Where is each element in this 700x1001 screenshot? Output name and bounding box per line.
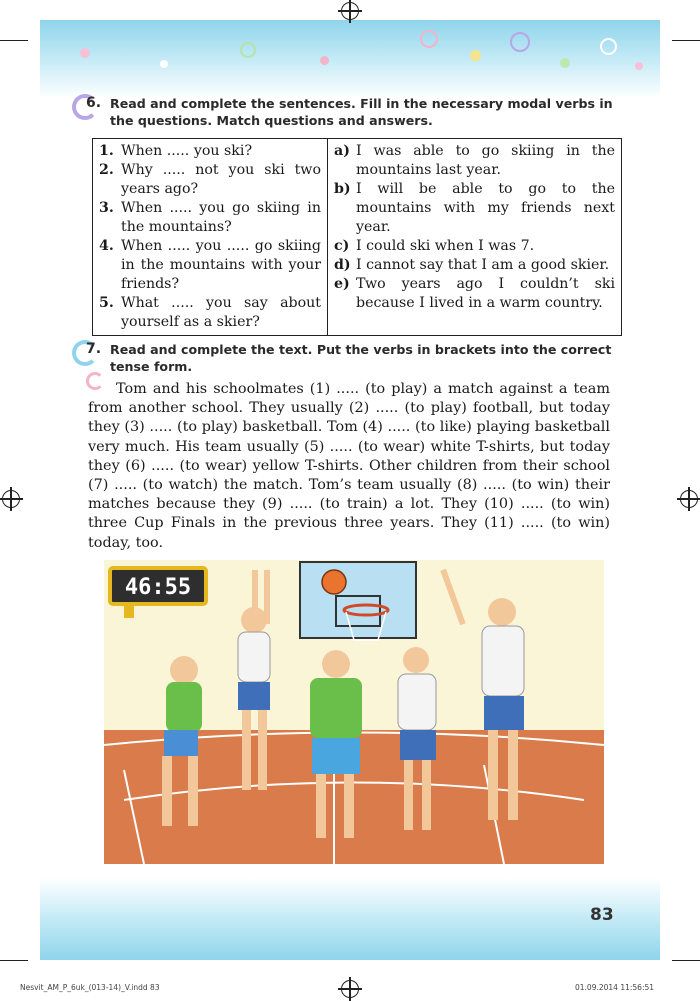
registration-mark-icon [341, 2, 359, 20]
decor-dot [635, 62, 643, 70]
decor-dot [600, 38, 617, 55]
crop-mark [672, 960, 700, 961]
crop-mark [0, 40, 28, 41]
question-item: 4. When ..... you ..... go skiing in the mountains with your friends? [99, 238, 321, 292]
answer-item: b) I will be able to go to the mountains with my friends next year. [334, 181, 615, 235]
exercise-6-instruction: Read and complete the sentences. Fill in the necessary modal verbs in the questions. Match questions and answers. [110, 96, 613, 128]
basketball-illustration [104, 560, 604, 864]
crop-mark [0, 960, 28, 961]
print-date-label: 01.09.2014 11:56:51 [575, 983, 655, 992]
basketball [322, 570, 346, 594]
exercise-6-number: 6. [86, 95, 102, 111]
questions-column [93, 139, 328, 336]
registration-mark-icon [341, 980, 359, 998]
exercise-7-instruction: Read and complete the text. Put the verbs in brackets into the correct tense form. [110, 342, 612, 374]
question-item: 1. When ..... you ski? [99, 143, 253, 159]
registration-mark-icon [680, 490, 698, 508]
answer-item: d) I cannot say that I am a good skier. [334, 257, 610, 273]
decor-dot [80, 48, 90, 58]
page-number: 83 [590, 905, 614, 925]
decor-dot [560, 58, 570, 68]
header-decoration [40, 20, 660, 98]
decor-dot [160, 60, 168, 68]
answers-column [328, 139, 622, 336]
crop-mark [672, 40, 700, 41]
scoreboard-leg [124, 604, 134, 618]
decor-dot [470, 50, 481, 61]
decor-dot [510, 32, 530, 52]
decor-dot [320, 56, 329, 65]
exercise-7-text: Tom and his schoolmates (1) ..... (to play) a match against a team from another school. They usually (2) ..... (to play) football, but today they (3) ..... (to play) basketball. Tom (4) ..... (to like) playing basketball very much. His team usually (5) ..... (to wear) white T-shirts, but today they (6) ..... (to wear) yellow T-shirts. Other children from their school (7) ..... (to watch) the match. Tom’s team usually (8) ..... (to win) their matches because they (9) ..... (to train) a lot. They (10) ..... (to win) three Cup Finals in the previous three years. They (11) ..... (to win) today, too. [88, 381, 610, 551]
question-item: 2. Why ..... not you ski two years ago? [99, 162, 321, 197]
exercise-7-number: 7. [86, 341, 102, 357]
print-file-label: Nesvit_AM_P_6uk_(013-14)_V.indd 83 [20, 983, 160, 992]
decor-dot [240, 42, 256, 58]
question-item: 3. When ..... you go skiing in the mountains? [99, 200, 321, 235]
decor-dot [420, 30, 438, 48]
matching-table [92, 138, 622, 336]
answer-item: e) Two years ago I couldn’t ski because I lived in a warm country. [334, 276, 615, 311]
question-item: 5. What ..... you say about yourself as a skier? [99, 295, 321, 330]
footer-decoration [40, 878, 660, 960]
scoreboard-time: 46:55 [124, 575, 192, 600]
answer-item: a) I was able to go skiing in the mountains last year. [334, 143, 615, 178]
registration-mark-icon [2, 490, 20, 508]
answer-item: c) I could ski when I was 7. [334, 238, 535, 254]
